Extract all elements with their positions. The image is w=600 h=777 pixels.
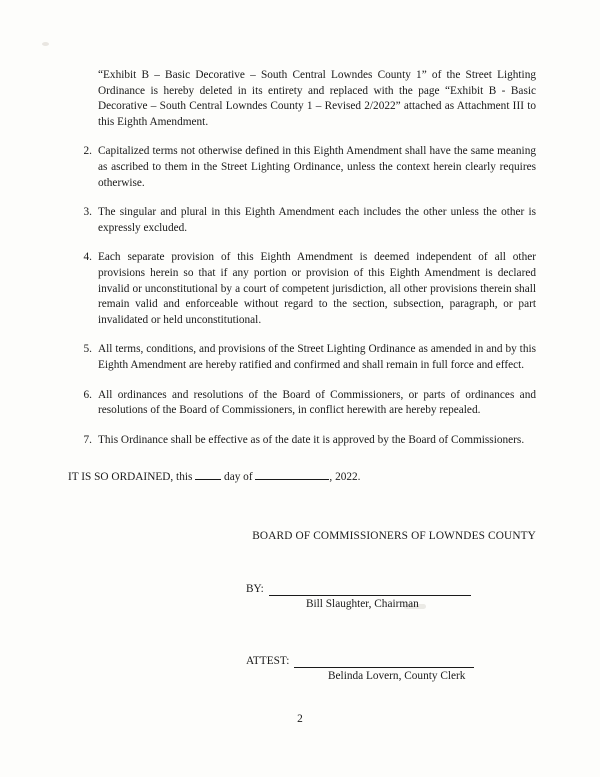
ordained-prefix: IT IS SO ORDAINED, this xyxy=(68,471,193,484)
list-item-text: This Ordinance shall be effective as of the date it is approved by the Board of Commissioners. xyxy=(98,433,525,446)
list-item-text: Each separate provision of this Eighth Amendment is deemed independent of all other provisions herein so that if any portion or provision of this Eighth Amendment is declared invalid or unconstitutional by a court of competent jurisdiction, all other provisions therein shall remain valid and enforceable without regard to the section, subsection, paragraph, or part invalidated or held unconstitutional. xyxy=(98,251,536,326)
intro-paragraph: “Exhibit B – Basic Decorative – South Central Lowndes County 1” of the Street Lighting Ordinance is hereby deleted in its entirety and replaced with the page “Exhibit B - Basic Decorative – South Central Lowndes County 1 – Revised 2/2022” attached as Attachment III to this Eighth Amendment. xyxy=(98,69,536,128)
list-item xyxy=(68,205,536,236)
ordained-line xyxy=(68,470,536,486)
ordained-day-blank xyxy=(195,479,221,480)
list-item-number: 3. xyxy=(83,206,92,219)
list-item-text: All ordinances and resolutions of the Board of Commissioners, or parts of ordinances and resolutions of the Board of Commissioners, in conflict herewith are hereby repealed. xyxy=(98,388,536,417)
ordained-suffix: , 2022. xyxy=(329,471,361,484)
signature-line xyxy=(269,582,471,596)
list-item-number: 4. xyxy=(83,251,92,264)
attest-row xyxy=(246,654,536,668)
attest-block xyxy=(68,654,536,684)
signature-name: Bill Slaughter, Chairman xyxy=(306,597,419,610)
list-item-number: 5. xyxy=(83,343,92,356)
list-item xyxy=(68,433,536,449)
document-body xyxy=(68,68,536,684)
list-item-number: 6. xyxy=(83,388,92,401)
list-item-text: All terms, conditions, and provisions of the Street Lighting Ordinance as amended in and by this Eighth Amendment are hereby ratified and confirmed and shall remain in full force and effect. xyxy=(98,343,536,371)
signature-row xyxy=(246,582,536,596)
list-item-number: 7. xyxy=(83,433,92,446)
ordained-month-blank xyxy=(255,479,329,480)
list-item-text: The singular and plural in this Eighth Amendment each includes the other unless the other is expressly excluded. xyxy=(98,206,536,234)
attest-line xyxy=(294,654,474,668)
attest-name: Belinda Lovern, County Clerk xyxy=(328,669,466,682)
scan-artifact xyxy=(42,42,49,46)
ordained-middle: day of xyxy=(224,471,253,484)
list-item xyxy=(68,250,536,328)
list-item-text: Capitalized terms not otherwise defined in this Eighth Amendment shall have the same meaning as ascribed to them in the Street Lighting Ordinance, unless the context herein clearly requires otherwise. xyxy=(98,145,536,189)
page-number: 2 xyxy=(297,713,303,725)
board-heading: BOARD OF COMMISSIONERS OF LOWNDES COUNTY xyxy=(252,529,536,542)
list-item xyxy=(68,388,536,419)
signature-block xyxy=(68,582,536,612)
ordinance-item-list xyxy=(68,144,536,448)
list-item xyxy=(68,144,536,191)
list-item-number: 2. xyxy=(83,145,92,158)
attest-label: ATTEST: xyxy=(246,654,290,667)
list-item xyxy=(68,342,536,373)
signature-label: BY: xyxy=(246,582,264,595)
